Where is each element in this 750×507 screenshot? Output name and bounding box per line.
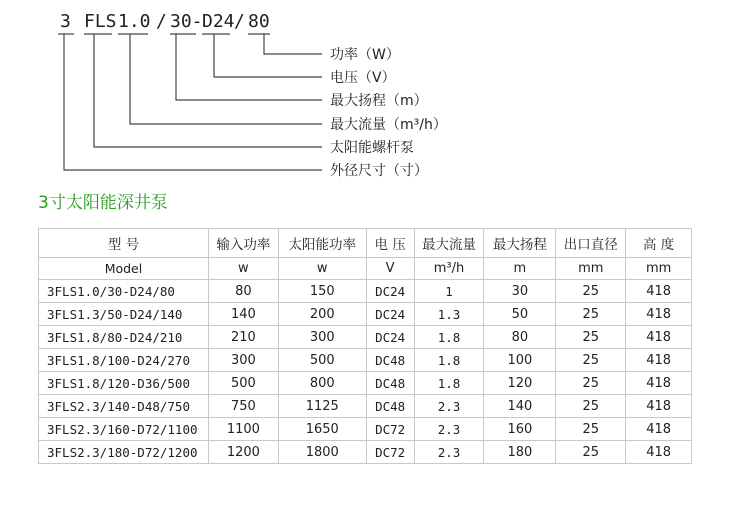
cell-outlet-diameter: 25 bbox=[556, 418, 626, 441]
section-title: 3寸太阳能深井泵 bbox=[38, 193, 168, 213]
cell-solar-power: 800 bbox=[278, 372, 366, 395]
cell-model: 3FLS2.3/140-D48/750 bbox=[39, 395, 209, 418]
cell-max-flow: 1.8 bbox=[414, 326, 484, 349]
cell-max-flow: 1.3 bbox=[414, 303, 484, 326]
cell-outlet-diameter: 25 bbox=[556, 303, 626, 326]
cell-input-power: 210 bbox=[208, 326, 278, 349]
legend-outer-diameter: 外径尺寸（寸） bbox=[330, 163, 428, 179]
code-part-power: 80 bbox=[248, 11, 270, 32]
header-max-flow: 最大流量 bbox=[414, 229, 484, 258]
header-solar-power: 太阳能功率 bbox=[278, 229, 366, 258]
cell-max-head: 30 bbox=[484, 280, 556, 303]
unit-solar-power: w bbox=[278, 258, 366, 280]
table-unit-row bbox=[39, 258, 692, 280]
table-row bbox=[39, 280, 692, 303]
cell-voltage: DC72 bbox=[366, 418, 414, 441]
cell-height: 418 bbox=[626, 326, 692, 349]
cell-input-power: 750 bbox=[208, 395, 278, 418]
cell-max-flow: 2.3 bbox=[414, 441, 484, 464]
unit-max-flow: m³/h bbox=[414, 258, 484, 280]
cell-solar-power: 500 bbox=[278, 349, 366, 372]
code-part-slash-2: / bbox=[234, 11, 245, 32]
cell-model: 3FLS2.3/180-D72/1200 bbox=[39, 441, 209, 464]
cell-voltage: DC24 bbox=[366, 326, 414, 349]
header-voltage: 电 压 bbox=[366, 229, 414, 258]
code-part-type: FLS bbox=[84, 11, 117, 32]
cell-voltage: DC48 bbox=[366, 395, 414, 418]
header-max-head: 最大扬程 bbox=[484, 229, 556, 258]
cell-voltage: DC48 bbox=[366, 349, 414, 372]
cell-height: 418 bbox=[626, 372, 692, 395]
header-input-power: 输入功率 bbox=[208, 229, 278, 258]
table-row bbox=[39, 441, 692, 464]
header-model: 型 号 bbox=[39, 229, 209, 258]
cell-solar-power: 200 bbox=[278, 303, 366, 326]
unit-height: mm bbox=[626, 258, 692, 280]
legend-max-head: 最大扬程（m） bbox=[330, 93, 428, 109]
header-outlet-diameter: 出口直径 bbox=[556, 229, 626, 258]
cell-model: 3FLS1.0/30-D24/80 bbox=[39, 280, 209, 303]
cell-max-head: 50 bbox=[484, 303, 556, 326]
legend-voltage: 电压（V） bbox=[330, 70, 396, 86]
cell-model: 3FLS1.8/80-D24/210 bbox=[39, 326, 209, 349]
cell-input-power: 1200 bbox=[208, 441, 278, 464]
legend-power: 功率（W） bbox=[330, 47, 400, 63]
cell-max-head: 180 bbox=[484, 441, 556, 464]
unit-outlet-diameter: mm bbox=[556, 258, 626, 280]
unit-voltage: V bbox=[366, 258, 414, 280]
cell-outlet-diameter: 25 bbox=[556, 280, 626, 303]
cell-model: 3FLS1.8/100-D24/270 bbox=[39, 349, 209, 372]
table-row bbox=[39, 303, 692, 326]
table-row bbox=[39, 349, 692, 372]
code-part-head: 30- bbox=[170, 11, 203, 32]
table-header-row bbox=[39, 229, 692, 258]
cell-height: 418 bbox=[626, 303, 692, 326]
cell-max-flow: 1.8 bbox=[414, 349, 484, 372]
unit-max-head: m bbox=[484, 258, 556, 280]
cell-model: 3FLS2.3/160-D72/1100 bbox=[39, 418, 209, 441]
cell-solar-power: 1125 bbox=[278, 395, 366, 418]
header-height: 高 度 bbox=[626, 229, 692, 258]
cell-model: 3FLS1.3/50-D24/140 bbox=[39, 303, 209, 326]
table-row bbox=[39, 372, 692, 395]
table-row bbox=[39, 395, 692, 418]
cell-voltage: DC24 bbox=[366, 303, 414, 326]
table-row bbox=[39, 418, 692, 441]
legend-pump-type: 太阳能螺杆泵 bbox=[330, 140, 414, 156]
cell-voltage: DC24 bbox=[366, 280, 414, 303]
cell-outlet-diameter: 25 bbox=[556, 349, 626, 372]
code-part-size: 3 bbox=[60, 11, 71, 32]
cell-input-power: 1100 bbox=[208, 418, 278, 441]
cell-max-flow: 2.3 bbox=[414, 395, 484, 418]
cell-max-flow: 2.3 bbox=[414, 418, 484, 441]
cell-input-power: 500 bbox=[208, 372, 278, 395]
cell-outlet-diameter: 25 bbox=[556, 372, 626, 395]
cell-max-head: 140 bbox=[484, 395, 556, 418]
cell-solar-power: 300 bbox=[278, 326, 366, 349]
cell-voltage: DC48 bbox=[366, 372, 414, 395]
cell-max-head: 160 bbox=[484, 418, 556, 441]
cell-max-head: 80 bbox=[484, 326, 556, 349]
cell-height: 418 bbox=[626, 441, 692, 464]
cell-solar-power: 150 bbox=[278, 280, 366, 303]
unit-model: Model bbox=[39, 258, 209, 280]
cell-input-power: 300 bbox=[208, 349, 278, 372]
cell-outlet-diameter: 25 bbox=[556, 395, 626, 418]
cell-input-power: 140 bbox=[208, 303, 278, 326]
cell-max-flow: 1 bbox=[414, 280, 484, 303]
cell-outlet-diameter: 25 bbox=[556, 441, 626, 464]
cell-max-head: 100 bbox=[484, 349, 556, 372]
cell-voltage: DC72 bbox=[366, 441, 414, 464]
cell-height: 418 bbox=[626, 280, 692, 303]
cell-height: 418 bbox=[626, 418, 692, 441]
code-part-flow: 1.0 bbox=[118, 11, 151, 32]
unit-input-power: w bbox=[208, 258, 278, 280]
cell-max-flow: 1.8 bbox=[414, 372, 484, 395]
cell-solar-power: 1800 bbox=[278, 441, 366, 464]
cell-height: 418 bbox=[626, 395, 692, 418]
cell-model: 3FLS1.8/120-D36/500 bbox=[39, 372, 209, 395]
table-row bbox=[39, 326, 692, 349]
code-part-slash-1: / bbox=[156, 11, 167, 32]
cell-height: 418 bbox=[626, 349, 692, 372]
spec-table bbox=[38, 228, 692, 464]
cell-solar-power: 1650 bbox=[278, 418, 366, 441]
legend-max-flow: 最大流量（m³/h） bbox=[330, 117, 447, 133]
cell-input-power: 80 bbox=[208, 280, 278, 303]
code-part-voltage: D24 bbox=[202, 11, 235, 32]
cell-max-head: 120 bbox=[484, 372, 556, 395]
cell-outlet-diameter: 25 bbox=[556, 326, 626, 349]
